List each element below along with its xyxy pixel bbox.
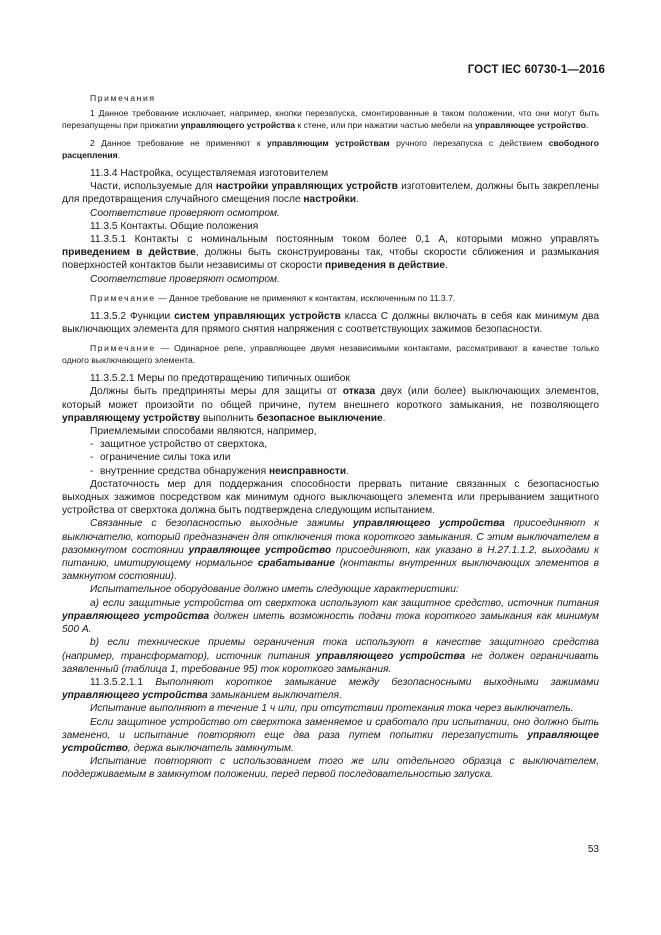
section-11-3-4-heading: 11.3.4 Настройка, осуществляемая изготовителем	[90, 168, 329, 179]
acceptable-methods-intro: Приемлемыми способами являются, например,	[90, 426, 317, 438]
note-1: 1 Данное требование исключает, например, кнопки перезапуска, смонтированные в таком положении, что они могут быть перезапущены при прижатии управляющего устройства к стене, или при нажатии частью мебели на управляющее устройство.	[62, 108, 599, 130]
section-11-3-5-2-1-text: Должны быть предприняты меры для защиты от отказа двух (или более) выключающих элементов, который может произойти по общей причине, путем внешнего короткого замыкания, не позволяющего управляющему устройству выполнить безопасное выключение.	[62, 386, 599, 424]
section-11-3-4-check: Соответствие проверяют осмотром.	[90, 207, 280, 219]
section-11-3-5-2-1-1-text: 11.3.5.2.1.1 Выполняют короткое замыкание между безопасносными выходными зажимами управляющего устройства замыканием выключателя.	[62, 676, 599, 702]
document-header: ГОСТ IEC 60730-1—2016	[467, 64, 605, 76]
section-11-3-5-2-1-heading: 11.3.5.2.1 Меры по предотвращению типичных ошибок	[90, 373, 350, 385]
section-11-3-5-2-note: Примечание — Одинарное реле, управляющее двумя независимыми контактами, рассматривают в качестве только одного выключающего элемента.	[62, 343, 599, 366]
test-duration-text: Испытание выполняют в течение 1 ч или, при отсутствии протекания тока через выключатель.	[90, 703, 574, 715]
section-11-3-5-2-text: 11.3.5.2 Функции систем управляющих устройств класса С должны включать в себя как минимум два выключающих элемента для прямого снятия напряжения с соответствующих зажимов безопасности.	[62, 310, 599, 336]
section-11-3-5-1-text: 11.3.5.1 Контакты с номинальным постоянным током более 0,1 А, которыми можно управлять приведением в действие, должны быть сконструированы так, чтобы скорости сближения и размыкания поверхностей контактов были независимы от скорости приведения в действие.	[62, 234, 599, 272]
sufficiency-text: Достаточность мер для поддержания способности прервать питание связанных с безопасностью выходных зажимов посредством как минимум одного выключающего элемента или прерыванием защитного устройства от сверхтока должна быть подтверждена следующим испытанием.	[62, 478, 599, 517]
notes-title: Примечания	[90, 93, 156, 103]
page-body	[62, 92, 599, 782]
test-equipment-item-a: а) если защитные устройства от сверхтока используют как защитное средство, источник питания управляющего устройства должен иметь возможность подачи тока короткого замыкания как минимум 500 А.	[62, 597, 599, 636]
section-11-3-4-text: Части, используемые для настройки управляющих устройств изготовителем, должны быть закреплены для предотвращения случайного смещения после настройки.	[62, 181, 600, 206]
acceptable-methods-list	[62, 438, 599, 478]
test-setup-text: Связанные с безопасностью выходные зажимы управляющего устройства присоединяют к выключателю, который предназначен для отключения тока короткого замыкания. С этим выключателем в разомкнутом состоянии управляющее устройство присоединяют, как указано в Н.27.1.1.2, выходами к питанию, имитирующему нормальное срабатывание (контакты внутренних выключающих элементов в замкнутом состоянии).	[62, 518, 600, 583]
test-repeat-text: Если защитное устройство от сверхтока заменяемое и сработало при испытании, оно должно быть заменено, и испытание повторяют еще два раза путем попытки перезапустить управляющее устройство, держа выключатель замкнутым.	[62, 716, 599, 754]
section-11-3-5-1-note: Примечание — Данное требование не применяют к контактам, исключенным по 11.3.7.	[90, 292, 456, 303]
test-equipment-item-b: b) если технические приемы ограничения тока используют в качестве защитного средства (например, трансформатор), источник питания управляющего устройства не должен ограничивать заявленный (таблица 1, требование 95) ток короткого замыкания.	[62, 637, 600, 675]
test-final-text: Испытание повторяют с использованием того же или отдельного образца с выключателем, поддерживаемым в замкнутом положении, перед первой последовательностью запуска.	[62, 756, 599, 781]
list-item: - внутренние средства обнаружения неисправности.	[90, 465, 350, 477]
section-11-3-5-1-check: Соответствие проверяют осмотром.	[90, 273, 280, 285]
test-equipment-intro: Испытательное оборудование должно иметь следующие характеристики:	[90, 584, 459, 596]
page-number: 53	[587, 844, 599, 855]
note-2: 2 Данное требование не применяют к управляющим устройствам ручного перезапуска с действием свободного расцепления.	[62, 138, 599, 160]
list-item: - ограничение силы тока или	[90, 452, 231, 464]
section-11-3-5-heading: 11.3.5 Контакты. Общие положения	[90, 220, 259, 232]
list-item: - защитное устройство от сверхтока,	[90, 439, 268, 451]
